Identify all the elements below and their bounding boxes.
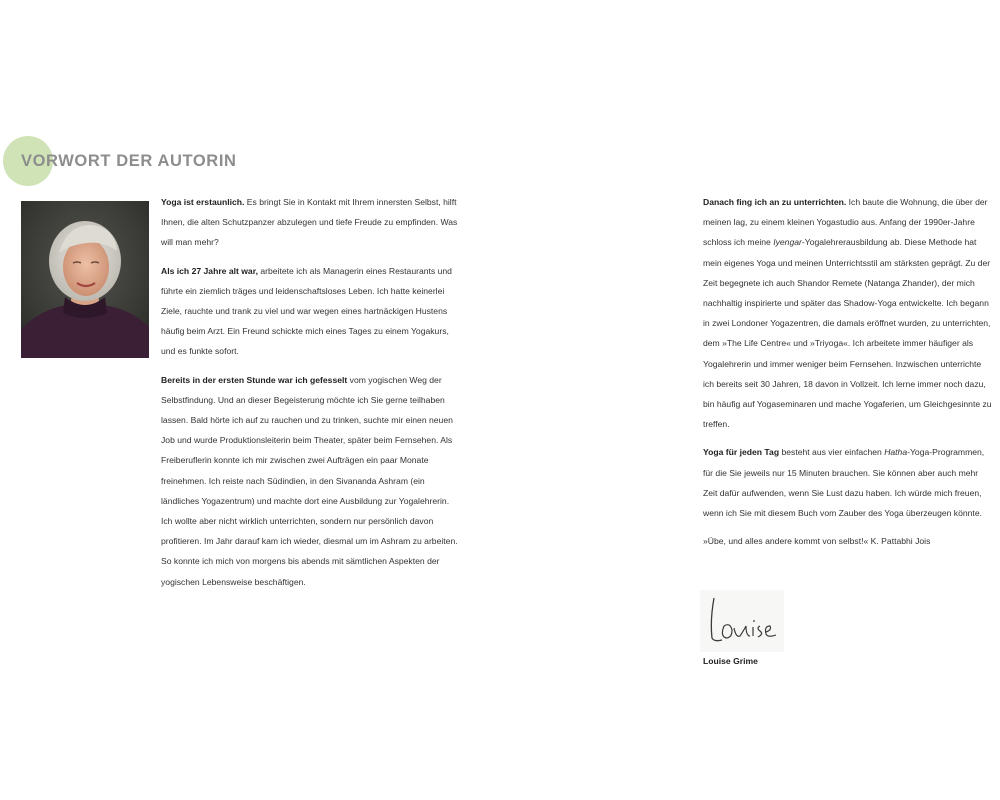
paragraph (703, 442, 993, 523)
paragraph-text: vom yogischen Weg der Selbstfindung. Und an dieser Begeisterung möchte ich Sie gerne teilhaben lassen. Bald hörte ich auf zu rauchen und zu trinken, suchte mir einen neuen Job und wurde Produktionsleiterin beim Theater, später beim Fernsehen. Als Freiberuflerin konnte ich mir zwischen zwei Aufträgen ein paar Monate freinehmen. Ich reiste nach Südindien, in den Sivananda Ashram (ein ländliches Yogazentrum) und machte dort eine Ausbildung zur Yogalehrerin. (161, 374, 453, 506)
author-photo (21, 201, 149, 358)
paragraph-lead: Yoga ist erstaunlich. (161, 197, 245, 207)
italic-term: Hatha (884, 447, 908, 458)
paragraph (161, 192, 459, 253)
italic-term: Iyengar (773, 237, 802, 248)
paragraph-text: Ich wollte aber nicht wirklich unterrichten, sondern nur persönlich davon profitieren. Im Jahr darauf kam ich wieder, diesmal um im Ashram zu arbeiten. So konnte ich mich von morgens bis abends mit sämtlichen Aspekten der yogischen Lebensweise beschäftigen. (161, 516, 458, 587)
paragraph-text: arbeitete ich als Managerin eines Restaurants und führte ein ziemlich träges und leidenschaftsloses Leben. Ich hatte keinerlei Ziele, rauchte und trank zu viel und war wegen eines hartnäckigen Hustens häufig beim Arzt. Ein Freund schickte mich eines Tages zu einem Yogakurs, und es funkte sofort. (161, 265, 452, 357)
paragraph-text: besteht aus vier einfachen (779, 447, 885, 458)
author-name: Louise Grime (703, 656, 758, 666)
paragraph-lead: Yoga für jeden Tag (703, 447, 780, 458)
paragraph-text: Ich baute die Wohnung, die über der meinen lag, zu einem kleinen Yogastudio aus. Anfang der 1990er-Jahre schloss ich meine (703, 197, 988, 248)
paragraph-lead: Bereits in der ersten Stunde war ich gefesselt (161, 374, 348, 385)
paragraph-lead: Danach fing ich an zu unterrichten. (703, 197, 847, 207)
paragraph-text: -Yoga-Programmen, für die Sie jeweils nur 15 Minuten brauchen. Sie können aber auch mehr Zeit dafür aufwenden, wenn Sie Lust dazu haben. Ich würde mich freuen, wenn ich Sie mit diesem Buch vom Zauber des Yoga überzeugen könnte. (703, 447, 985, 519)
left-text-column (161, 192, 459, 600)
signature-image (700, 590, 784, 652)
right-text-column (703, 192, 993, 559)
paragraph (161, 261, 459, 362)
page-heading: VORWORT DER AUTORIN (21, 152, 237, 170)
paragraph (161, 370, 459, 511)
signature-icon (700, 590, 784, 652)
paragraph-text: Es bringt Sie in Kontakt mit Ihrem innersten Selbst, hilft Ihnen, die alten Schutzpanzer abzulegen und tiefe Freude zu empfinden. Was will man mehr? (161, 197, 458, 248)
paragraph (703, 192, 993, 434)
quote: »Übe, und alles andere kommt von selbst!« K. Pattabhi Jois (703, 536, 931, 547)
paragraph-lead: Als ich 27 Jahre alt war, (161, 265, 258, 276)
paragraph (161, 511, 459, 592)
paragraph-text: -Yogalehrerausbildung ab. Diese Methode hat mein eigenes Yoga und meinen Unterrichtsstil am stärksten geprägt. Zu der Zeit begegnete ich auch Shandor Remete (Natanga Zhander), der mich nachhaltig inspirierte und später das Shadow-Yoga entwickelte. Ich begann in zwei Londoner Yogazentren, die damals eröffnet wurden, zu unterrichten, dem »The Life Centre« und »Triyoga«. Ich arbeitete immer häufiger als Yogalehrerin und immer weniger beim Fernsehen. Inzwischen unterrichte ich bereits seit 30 Jahren, 18 davon in Vollzeit. Ich lerne immer noch dazu, bin häufig auf Yogaseminaren und mache Yogaferien, um Gleichgesinnte zu treffen. (703, 237, 992, 430)
